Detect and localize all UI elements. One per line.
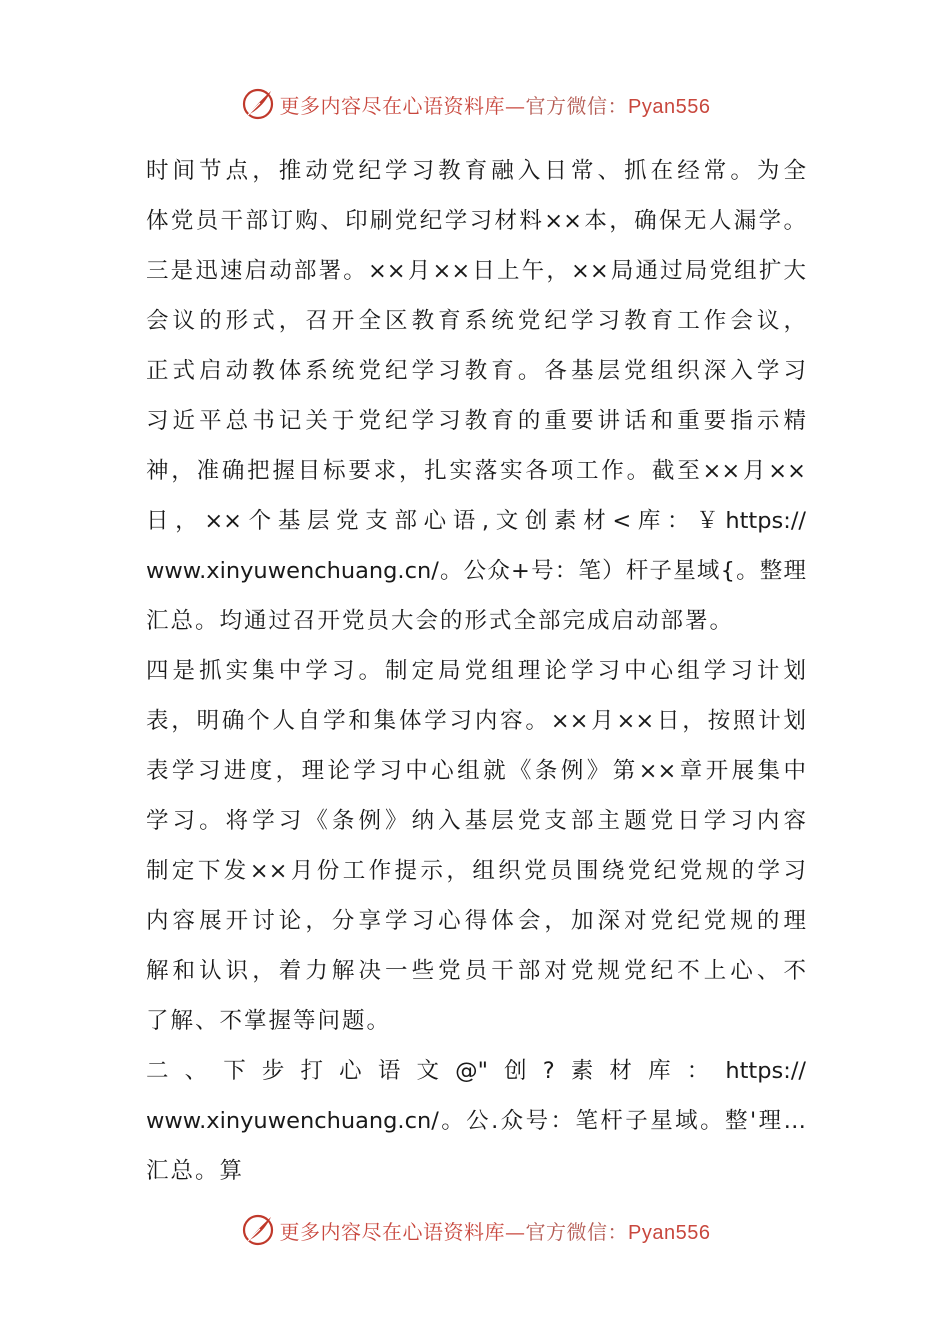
text-line: 了解、不掌握等问题。 — [146, 1008, 392, 1034]
text-line: www.xinyuwenchuang.cn/。公众+号：笔）杆子星域{。整理 — [146, 558, 806, 584]
quill-pen-logo-icon — [240, 1212, 276, 1248]
quill-pen-logo-icon — [240, 86, 276, 122]
text-line: 四是抓实集中学习。制定局党组理论学习中心组学习计划 — [146, 658, 806, 684]
header-wechat-id: Pyan556 — [628, 95, 711, 118]
text-line: 正式启动教体系统党纪学习教育。各基层党组织深入学习 — [146, 358, 806, 384]
header-wechat-label: 官方微信： — [525, 93, 629, 118]
footer-wechat-id: Pyan556 — [628, 1221, 711, 1244]
header-text — [280, 90, 711, 119]
text-line: 汇总。均通过召开党员大会的形式全部完成启动部署。 — [146, 608, 735, 634]
text-line: 习近平总书记关于党纪学习教育的重要讲话和重要指示精 — [146, 408, 806, 434]
text-line: 解和认识，着力解决一些党员干部对党规党纪不上心、不 — [146, 958, 806, 984]
text-line: 神，准确把握目标要求，扎实落实各项工作。截至××月×× — [146, 458, 806, 484]
footer-separator: — — [505, 1219, 526, 1244]
text-line: 表，明确个人自学和集体学习内容。××月××日，按照计划 — [146, 708, 806, 734]
text-line: 体党员干部订购、印刷党纪学习材料××本，确保无人漏学。 — [146, 208, 806, 234]
document-body — [146, 146, 806, 1196]
header-separator: — — [505, 93, 526, 118]
text-line: 汇总。算 — [146, 1158, 245, 1184]
text-line: 二、下步打心语文@"创?素材库：https:// — [146, 1058, 806, 1084]
text-line: 时间节点，推动党纪学习教育融入日常、抓在经常。为全 — [146, 158, 806, 184]
text-line: 制定下发××月份工作提示，组织党员围绕党纪党规的学习 — [146, 858, 806, 884]
text-line: www.xinyuwenchuang.cn/。公.众号：笔杆子星域。整'理… — [146, 1108, 806, 1134]
text-line: 内容展开讨论，分享学习心得体会，加深对党纪党规的理 — [146, 908, 806, 934]
header-brand: 更多内容尽在心语资料库 — [279, 93, 506, 118]
footer-wechat-label: 官方微信： — [525, 1219, 629, 1244]
footer-brand: 更多内容尽在心语资料库 — [279, 1219, 506, 1244]
text-line: 日，××个基层党支部心语,文创素材<库：￥https:// — [146, 508, 806, 534]
text-line: 学习。将学习《条例》纳入基层党支部主题党日学习内容 — [146, 808, 806, 834]
header-banner — [0, 84, 950, 124]
text-line: 会议的形式，召开全区教育系统党纪学习教育工作会议， — [146, 308, 806, 334]
footer-text — [280, 1216, 711, 1245]
footer-banner — [0, 1210, 950, 1250]
text-line: 三是迅速启动部署。××月××日上午，××局通过局党组扩大 — [146, 258, 806, 284]
text-line: 表学习进度，理论学习中心组就《条例》第××章开展集中 — [146, 758, 806, 784]
